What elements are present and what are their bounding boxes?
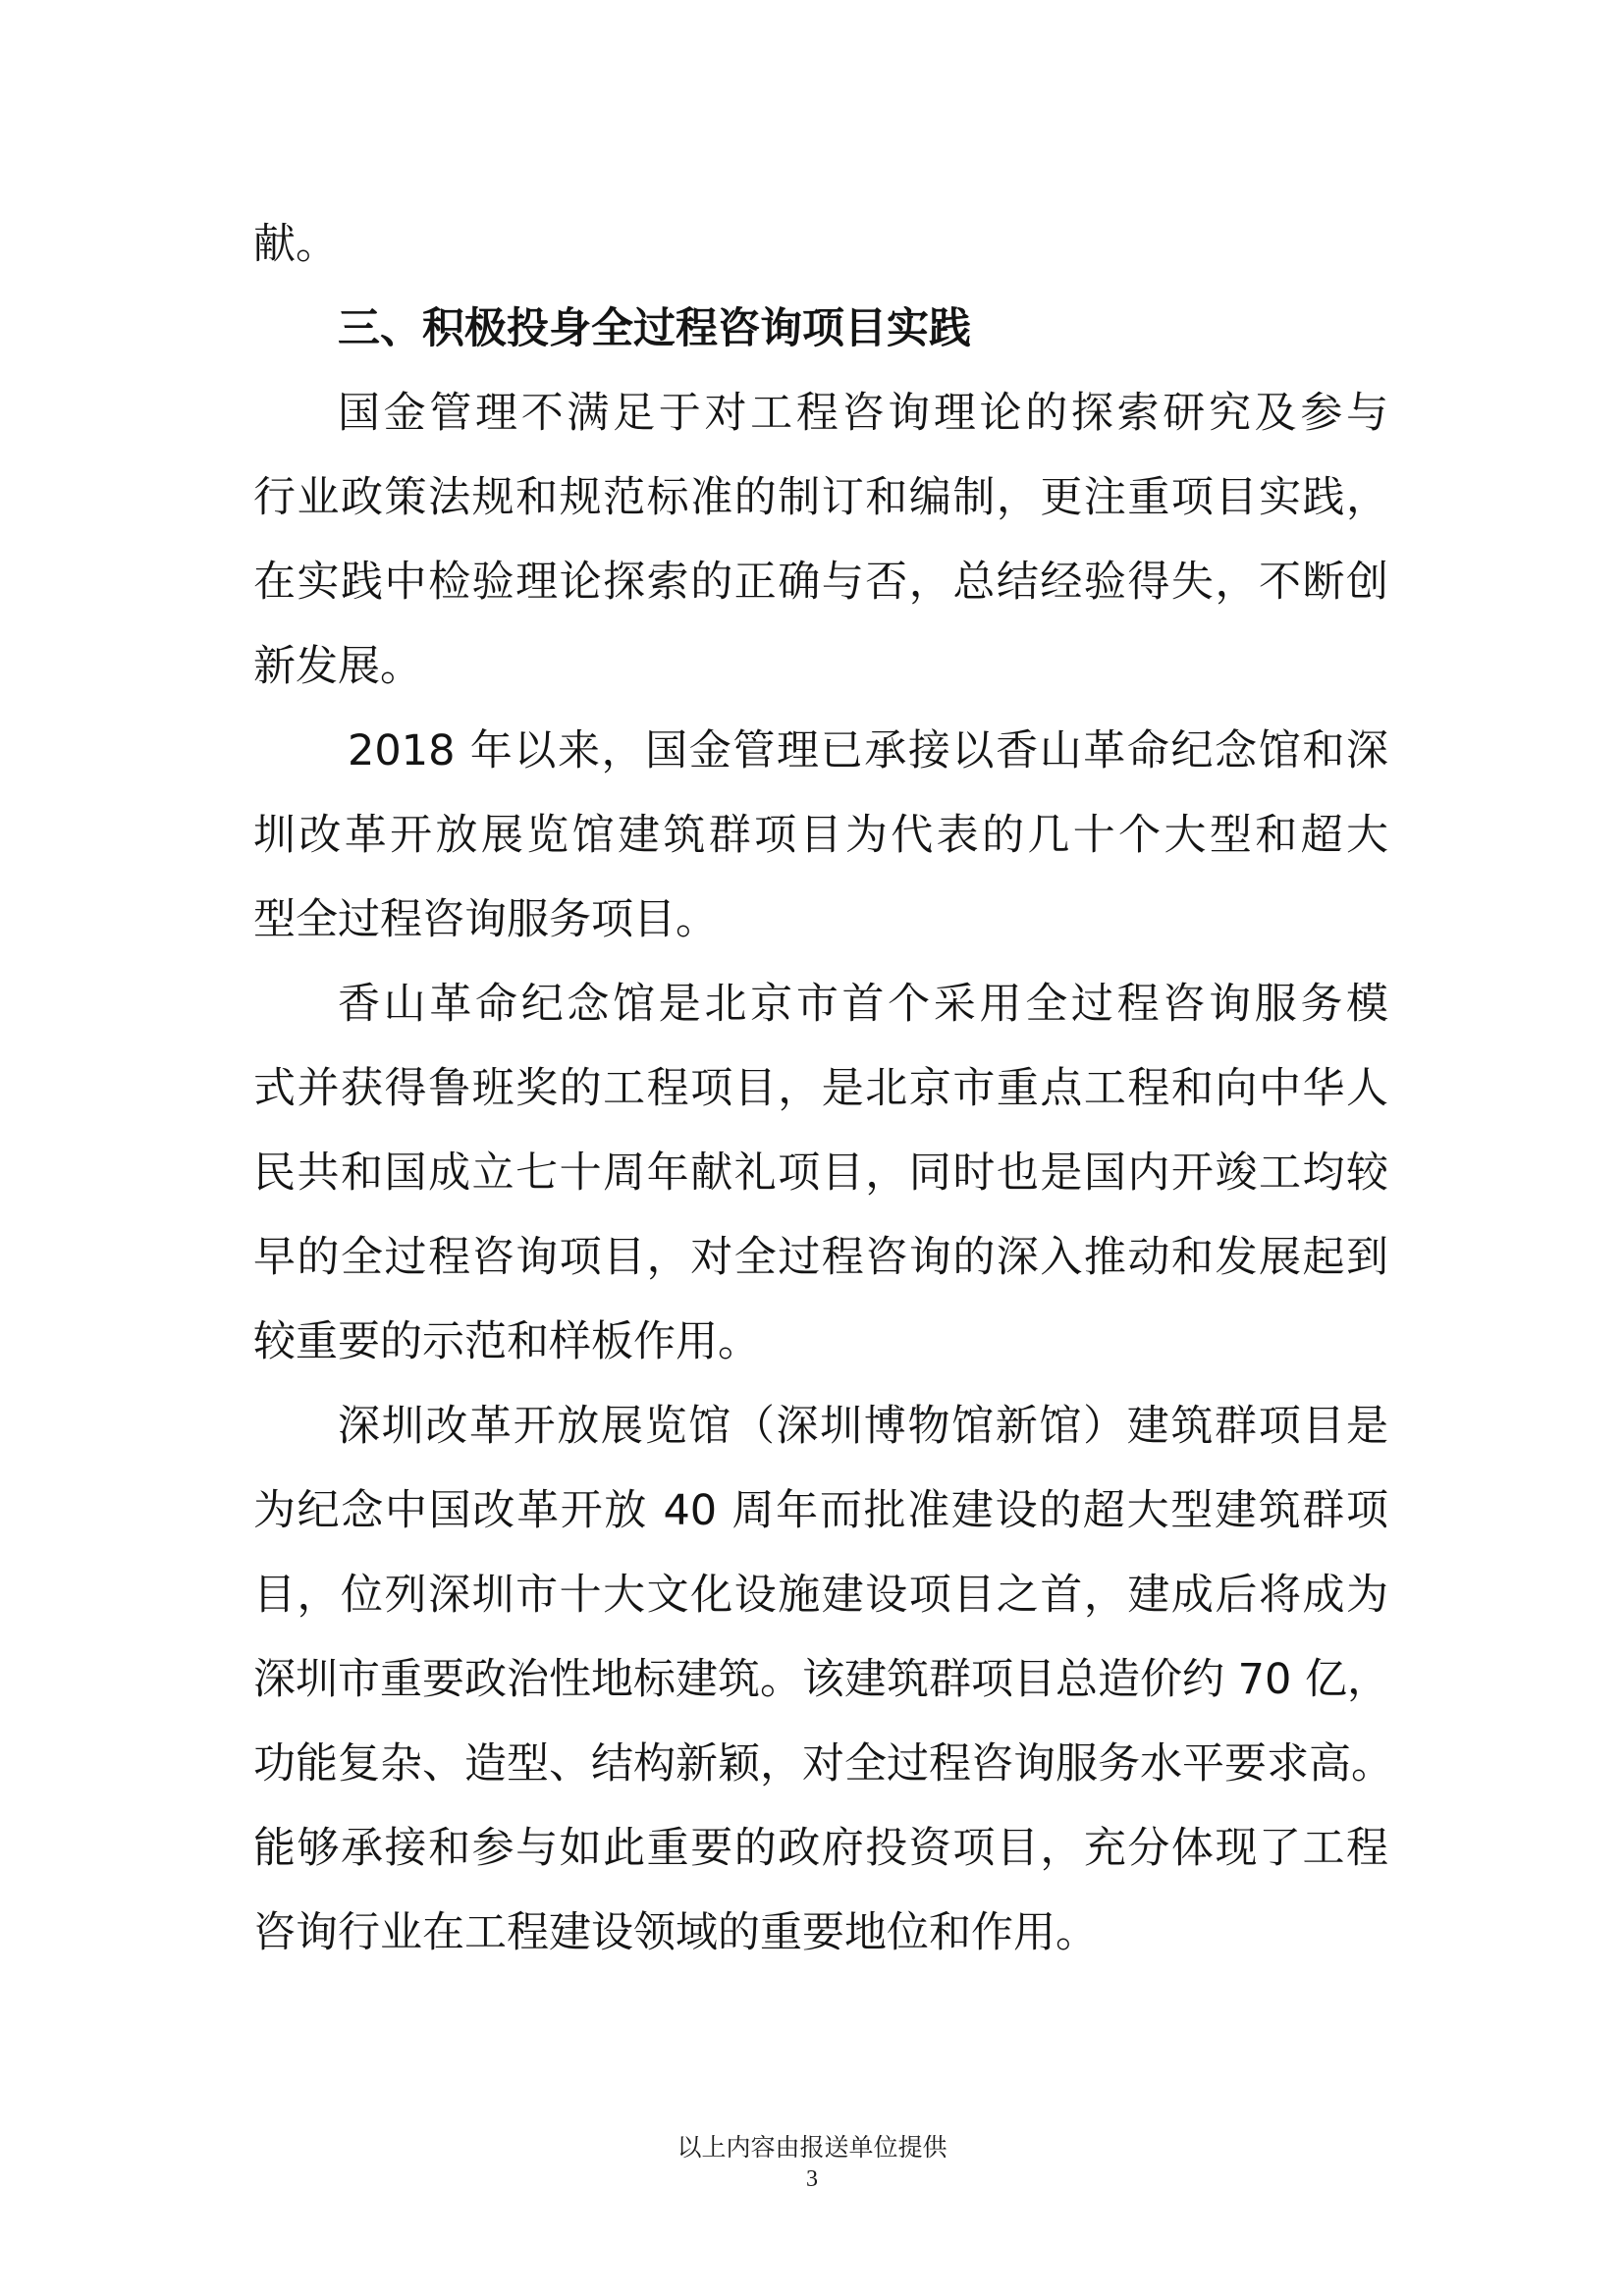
paragraph-line: 型全过程咨询服务项目。 xyxy=(253,895,718,944)
paragraph-line: 献。 xyxy=(253,220,338,269)
paragraph-line: 香山革命纪念馆是北京市首个采用全过程咨询服务模 xyxy=(338,980,1388,1029)
paragraph-line: 2018 年以来，国金管理已承接以香山革命纪念馆和深 xyxy=(348,726,1388,775)
page-number: 3 xyxy=(806,2166,818,2192)
paragraph-line: 咨询行业在工程建设领域的重要地位和作用。 xyxy=(253,1908,1098,1957)
document-body xyxy=(253,202,1393,1975)
paragraph-line: 新发展。 xyxy=(253,642,422,691)
paragraph-line: 式并获得鲁班奖的工程项目，是北京市重点工程和向中华人 xyxy=(253,1064,1388,1113)
section-heading: 三、积极投身全过程咨询项目实践 xyxy=(338,304,971,353)
paragraph-line: 功能复杂、造型、结构新颖，对全过程咨询服务水平要求高。 xyxy=(253,1739,1393,1789)
paragraph-line: 为纪念中国改革开放 40 周年而批准建设的超大型建筑群项 xyxy=(253,1486,1388,1535)
paragraph-line: 民共和国成立七十周年献礼项目，同时也是国内开竣工均较 xyxy=(253,1148,1388,1198)
paragraph-line: 深圳市重要政治性地标建筑。该建筑群项目总造价约 70 亿， xyxy=(253,1655,1390,1704)
paragraph-line: 行业政策法规和规范标准的制订和编制，更注重项目实践， xyxy=(253,473,1388,522)
paragraph-line: 国金管理不满足于对工程咨询理论的探索研究及参与 xyxy=(338,389,1388,438)
paragraph-line: 圳改革开放展览馆建筑群项目为代表的几十个大型和超大 xyxy=(253,811,1388,860)
paragraph-line: 较重要的示范和样板作用。 xyxy=(253,1317,760,1366)
footer-note: 以上内容由报送单位提供 xyxy=(677,2133,947,2162)
paragraph-line: 早的全过程咨询项目，对全过程咨询的深入推动和发展起到 xyxy=(253,1233,1388,1282)
paragraph-line: 目，位列深圳市十大文化设施建设项目之首，建成后将成为 xyxy=(253,1571,1388,1620)
paragraph-line: 在实践中检验理论探索的正确与否，总结经验得失，不断创 xyxy=(253,558,1388,607)
paragraph-line: 能够承接和参与如此重要的政府投资项目，充分体现了工程 xyxy=(253,1824,1388,1873)
paragraph-line: 深圳改革开放展览馆（深圳博物馆新馆）建筑群项目是 xyxy=(338,1402,1388,1451)
